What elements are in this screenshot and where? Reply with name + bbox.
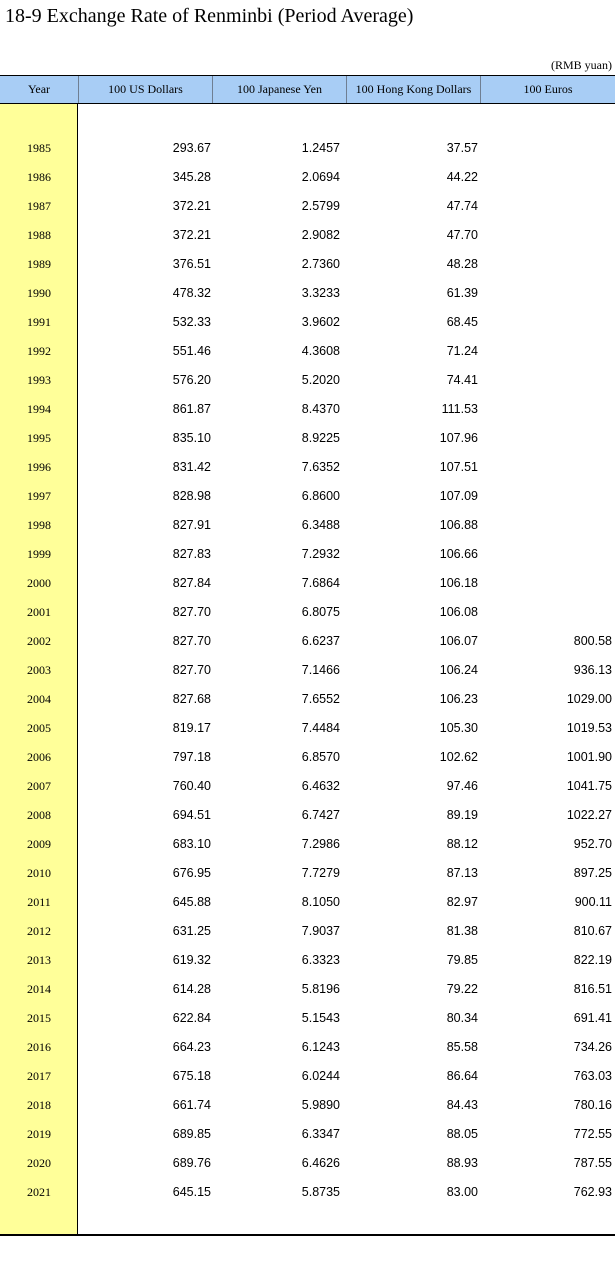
table-row <box>0 656 615 685</box>
cell-hkd: 85.58 <box>446 1040 478 1054</box>
cell-year: 1993 <box>27 373 51 387</box>
cell-jpy: 7.2986 <box>301 837 340 851</box>
cell-jpy: 7.1466 <box>301 663 340 677</box>
cell-usd: 694.51 <box>172 808 211 822</box>
cell-year: 1996 <box>27 460 51 474</box>
cell-year: 1987 <box>27 199 51 213</box>
table-row <box>0 1120 615 1149</box>
cell-hkd: 106.66 <box>439 547 478 561</box>
cell-year: 2000 <box>27 576 51 590</box>
cell-eur: 952.70 <box>573 837 612 851</box>
cell-eur <box>480 308 612 337</box>
cell-jpy: 5.9890 <box>301 1098 340 1112</box>
header-hkd: 100 Hong Kong Dollars <box>346 76 480 103</box>
cell-jpy: 6.3488 <box>301 518 340 532</box>
cell-jpy: 8.4370 <box>301 402 340 416</box>
cell-eur: 1019.53 <box>566 721 612 735</box>
cell-jpy: 2.7360 <box>301 257 340 271</box>
cell-jpy: 6.7427 <box>301 808 340 822</box>
table-row <box>0 192 615 221</box>
table-title: 18-9 Exchange Rate of Renminbi (Period Average) <box>5 5 414 27</box>
cell-hkd: 81.38 <box>446 924 478 938</box>
cell-usd: 293.67 <box>172 141 211 155</box>
cell-jpy: 6.4632 <box>301 779 340 793</box>
cell-hkd: 89.19 <box>446 808 478 822</box>
cell-usd: 622.84 <box>172 1011 211 1025</box>
cell-hkd: 79.22 <box>446 982 478 996</box>
cell-usd: 676.95 <box>172 866 211 880</box>
cell-eur: 1041.75 <box>566 779 612 793</box>
cell-year: 1985 <box>27 141 51 155</box>
cell-usd: 819.17 <box>172 721 211 735</box>
unit-label: (RMB yuan) <box>551 58 612 72</box>
table-row <box>0 685 615 714</box>
cell-hkd: 48.28 <box>446 257 478 271</box>
cell-year: 2015 <box>27 1011 51 1025</box>
cell-eur <box>480 366 612 395</box>
cell-eur <box>480 395 612 424</box>
cell-eur <box>480 279 612 308</box>
cell-eur: 800.58 <box>573 634 612 648</box>
cell-eur <box>480 424 612 453</box>
cell-jpy: 5.2020 <box>301 373 340 387</box>
cell-year: 1992 <box>27 344 51 358</box>
cell-hkd: 106.07 <box>439 634 478 648</box>
cell-eur: 816.51 <box>573 982 612 996</box>
cell-eur <box>480 337 612 366</box>
cell-jpy: 7.6552 <box>301 692 340 706</box>
cell-hkd: 71.24 <box>446 344 478 358</box>
cell-hkd: 86.64 <box>446 1069 478 1083</box>
cell-year: 1990 <box>27 286 51 300</box>
cell-eur: 810.67 <box>573 924 612 938</box>
cell-usd: 661.74 <box>172 1098 211 1112</box>
cell-hkd: 87.13 <box>446 866 478 880</box>
cell-eur: 780.16 <box>573 1098 612 1112</box>
cell-jpy: 6.3347 <box>301 1127 340 1141</box>
cell-year: 2008 <box>27 808 51 822</box>
table-row <box>0 830 615 859</box>
table-row <box>0 424 615 453</box>
table-body <box>0 134 615 1207</box>
cell-year: 2012 <box>27 924 51 938</box>
table-row <box>0 511 615 540</box>
cell-year: 2021 <box>27 1185 51 1199</box>
cell-eur: 734.26 <box>573 1040 612 1054</box>
cell-hkd: 106.08 <box>439 605 478 619</box>
cell-usd: 619.32 <box>172 953 211 967</box>
cell-usd: 689.85 <box>172 1127 211 1141</box>
cell-jpy: 6.3323 <box>301 953 340 967</box>
cell-eur <box>480 250 612 279</box>
cell-hkd: 105.30 <box>439 721 478 735</box>
cell-jpy: 8.9225 <box>301 431 340 445</box>
cell-usd: 645.88 <box>172 895 211 909</box>
header-usd: 100 US Dollars <box>78 76 212 103</box>
cell-hkd: 47.70 <box>446 228 478 242</box>
cell-year: 2018 <box>27 1098 51 1112</box>
cell-year: 1988 <box>27 228 51 242</box>
table-row <box>0 279 615 308</box>
cell-usd: 861.87 <box>172 402 211 416</box>
cell-eur: 1029.00 <box>566 692 612 706</box>
cell-jpy: 5.1543 <box>301 1011 340 1025</box>
cell-eur: 772.55 <box>573 1127 612 1141</box>
cell-usd: 376.51 <box>172 257 211 271</box>
cell-hkd: 107.09 <box>439 489 478 503</box>
table-row <box>0 1091 615 1120</box>
table-row <box>0 598 615 627</box>
cell-year: 2004 <box>27 692 51 706</box>
cell-hkd: 107.96 <box>439 431 478 445</box>
cell-jpy: 6.8075 <box>301 605 340 619</box>
cell-jpy: 7.9037 <box>301 924 340 938</box>
cell-usd: 664.23 <box>172 1040 211 1054</box>
table-row <box>0 946 615 975</box>
cell-eur <box>480 511 612 540</box>
cell-eur <box>480 540 612 569</box>
table-row <box>0 308 615 337</box>
table-row <box>0 975 615 1004</box>
table-row <box>0 395 615 424</box>
cell-jpy: 4.3608 <box>301 344 340 358</box>
cell-usd: 631.25 <box>172 924 211 938</box>
table-row <box>0 1033 615 1062</box>
cell-hkd: 37.57 <box>446 141 478 155</box>
cell-eur: 936.13 <box>573 663 612 677</box>
cell-usd: 532.33 <box>172 315 211 329</box>
cell-jpy: 6.1243 <box>301 1040 340 1054</box>
cell-hkd: 88.05 <box>446 1127 478 1141</box>
cell-jpy: 6.8570 <box>301 750 340 764</box>
cell-jpy: 2.5799 <box>301 199 340 213</box>
cell-hkd: 47.74 <box>446 199 478 213</box>
bottom-rule <box>0 1234 615 1236</box>
cell-year: 1997 <box>27 489 51 503</box>
cell-hkd: 74.41 <box>446 373 478 387</box>
table-row <box>0 250 615 279</box>
table-row <box>0 221 615 250</box>
table-header <box>0 76 615 104</box>
cell-hkd: 44.22 <box>446 170 478 184</box>
cell-usd: 835.10 <box>172 431 211 445</box>
cell-hkd: 102.62 <box>439 750 478 764</box>
cell-usd: 478.32 <box>172 286 211 300</box>
cell-usd: 827.84 <box>172 576 211 590</box>
cell-usd: 372.21 <box>172 199 211 213</box>
cell-hkd: 111.53 <box>441 402 478 416</box>
cell-year: 1995 <box>27 431 51 445</box>
cell-eur: 762.93 <box>573 1185 612 1199</box>
cell-jpy: 7.6352 <box>301 460 340 474</box>
cell-usd: 689.76 <box>172 1156 211 1170</box>
cell-hkd: 97.46 <box>446 779 478 793</box>
cell-hkd: 79.85 <box>446 953 478 967</box>
cell-eur <box>480 482 612 511</box>
cell-usd: 760.40 <box>172 779 211 793</box>
table-row <box>0 888 615 917</box>
cell-year: 2007 <box>27 779 51 793</box>
cell-jpy: 1.2457 <box>301 141 340 155</box>
cell-year: 2001 <box>27 605 51 619</box>
cell-eur <box>480 453 612 482</box>
table-row <box>0 1149 615 1178</box>
cell-eur: 787.55 <box>573 1156 612 1170</box>
cell-year: 2006 <box>27 750 51 764</box>
cell-hkd: 68.45 <box>446 315 478 329</box>
cell-eur: 1022.27 <box>566 808 612 822</box>
cell-jpy: 2.0694 <box>301 170 340 184</box>
cell-usd: 683.10 <box>172 837 211 851</box>
header-jpy: 100 Japanese Yen <box>212 76 346 103</box>
cell-year: 1999 <box>27 547 51 561</box>
cell-year: 1998 <box>27 518 51 532</box>
table-row <box>0 540 615 569</box>
table-row <box>0 627 615 656</box>
cell-jpy: 8.1050 <box>301 895 340 909</box>
header-eur: 100 Euros <box>480 76 615 103</box>
cell-hkd: 106.24 <box>439 663 478 677</box>
cell-eur: 900.11 <box>574 895 612 909</box>
cell-hkd: 82.97 <box>446 895 478 909</box>
table-row <box>0 917 615 946</box>
cell-jpy: 3.9602 <box>301 315 340 329</box>
cell-year: 2019 <box>27 1127 51 1141</box>
cell-jpy: 6.0244 <box>301 1069 340 1083</box>
header-year: Year <box>27 82 51 96</box>
cell-eur <box>480 163 612 192</box>
table-row <box>0 366 615 395</box>
table-row <box>0 163 615 192</box>
table-row <box>0 337 615 366</box>
cell-eur <box>480 598 612 627</box>
table-row <box>0 569 615 598</box>
cell-year: 2016 <box>27 1040 51 1054</box>
cell-eur <box>480 569 612 598</box>
cell-jpy: 5.8735 <box>301 1185 340 1199</box>
cell-year: 2003 <box>27 663 51 677</box>
cell-year: 2014 <box>27 982 51 996</box>
cell-hkd: 107.51 <box>439 460 478 474</box>
cell-year: 2010 <box>27 866 51 880</box>
cell-year: 2002 <box>27 634 51 648</box>
cell-usd: 827.83 <box>172 547 211 561</box>
table-row <box>0 1004 615 1033</box>
cell-usd: 831.42 <box>172 460 211 474</box>
cell-usd: 827.70 <box>172 663 211 677</box>
cell-usd: 372.21 <box>172 228 211 242</box>
cell-hkd: 80.34 <box>446 1011 478 1025</box>
cell-jpy: 7.4484 <box>301 721 340 735</box>
cell-year: 2017 <box>27 1069 51 1083</box>
cell-eur: 822.19 <box>573 953 612 967</box>
cell-usd: 827.68 <box>172 692 211 706</box>
table-row <box>0 134 615 163</box>
cell-jpy: 6.4626 <box>301 1156 340 1170</box>
cell-usd: 827.91 <box>172 518 211 532</box>
cell-hkd: 83.00 <box>446 1185 478 1199</box>
cell-year: 1994 <box>27 402 51 416</box>
cell-hkd: 61.39 <box>446 286 478 300</box>
table-row <box>0 453 615 482</box>
table-row <box>0 801 615 830</box>
cell-eur: 691.41 <box>573 1011 612 1025</box>
cell-usd: 551.46 <box>172 344 211 358</box>
cell-eur: 1001.90 <box>566 750 612 764</box>
cell-jpy: 7.2932 <box>301 547 340 561</box>
cell-usd: 614.28 <box>172 982 211 996</box>
cell-year: 2011 <box>27 895 51 909</box>
table-row <box>0 743 615 772</box>
cell-usd: 675.18 <box>172 1069 211 1083</box>
cell-year: 2005 <box>27 721 51 735</box>
table-row <box>0 1178 615 1207</box>
cell-year: 1986 <box>27 170 51 184</box>
table-row <box>0 859 615 888</box>
cell-usd: 797.18 <box>172 750 211 764</box>
cell-eur: 897.25 <box>573 866 612 880</box>
cell-hkd: 88.12 <box>446 837 478 851</box>
table-row <box>0 714 615 743</box>
cell-usd: 576.20 <box>172 373 211 387</box>
cell-jpy: 3.3233 <box>301 286 340 300</box>
table-row <box>0 772 615 801</box>
cell-hkd: 88.93 <box>446 1156 478 1170</box>
cell-hkd: 106.88 <box>439 518 478 532</box>
cell-jpy: 5.8196 <box>301 982 340 996</box>
cell-year: 2009 <box>27 837 51 851</box>
cell-year: 1991 <box>27 315 51 329</box>
cell-jpy: 6.8600 <box>301 489 340 503</box>
cell-hkd: 106.23 <box>439 692 478 706</box>
cell-year: 2013 <box>27 953 51 967</box>
table-row <box>0 482 615 511</box>
cell-usd: 827.70 <box>172 605 211 619</box>
table-row <box>0 1062 615 1091</box>
cell-usd: 827.70 <box>172 634 211 648</box>
cell-eur <box>480 134 612 163</box>
cell-eur <box>480 192 612 221</box>
cell-usd: 345.28 <box>172 170 211 184</box>
cell-hkd: 84.43 <box>446 1098 478 1112</box>
cell-usd: 828.98 <box>172 489 211 503</box>
cell-eur <box>480 221 612 250</box>
cell-jpy: 6.6237 <box>301 634 340 648</box>
cell-year: 1989 <box>27 257 51 271</box>
cell-jpy: 2.9082 <box>301 228 340 242</box>
cell-hkd: 106.18 <box>439 576 478 590</box>
cell-year: 2020 <box>27 1156 51 1170</box>
cell-eur: 763.03 <box>573 1069 612 1083</box>
cell-usd: 645.15 <box>172 1185 211 1199</box>
cell-jpy: 7.6864 <box>301 576 340 590</box>
cell-jpy: 7.7279 <box>301 866 340 880</box>
